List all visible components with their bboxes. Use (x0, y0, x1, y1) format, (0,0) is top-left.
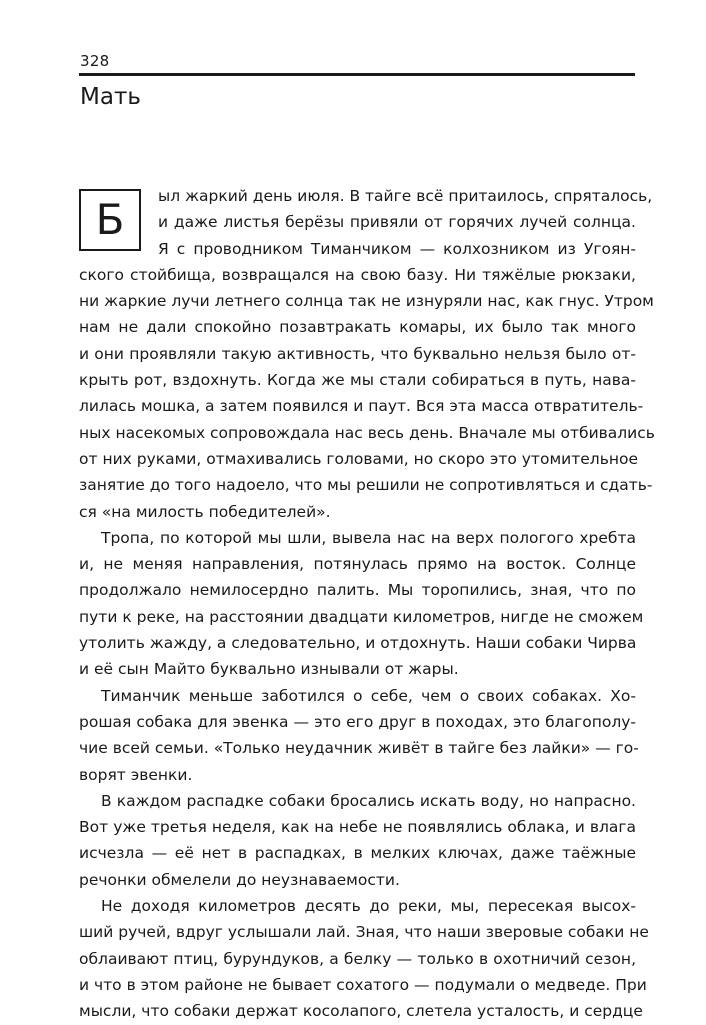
text-line: облаивают птиц, бурундуков, а белку — только в охотничий сезон, (79, 949, 636, 968)
drop-cap: Б (79, 189, 141, 251)
text-line: продолжало немилосердно палить. Мы торопились, зная, что по (79, 581, 636, 600)
text-line: мысли, что собаки держат косолапого, слетела усталость, и сердце (79, 1002, 643, 1021)
text-line: и, не меняя направления, потянулась прямо на восток. Солнце (79, 555, 636, 574)
paragraph (79, 183, 655, 525)
text-line: Тропа, по которой мы шли, вывела нас на верх пологого хребта (101, 528, 636, 547)
text-line: крыть рот, вздохнуть. Когда же мы стали собираться в путь, нава- (79, 371, 636, 390)
text-line: пути к реке, на расстоянии двадцати километров, нигде не сможем (79, 607, 644, 626)
paragraph (79, 788, 636, 893)
text-line: ся «на милость победителей». (79, 502, 331, 521)
text-line: Я с проводником Тиманчиком — колхозником из Угоян- (158, 239, 636, 258)
text-line: утолить жажду, а следовательно, и отдохнуть. Наши собаки Чирва (79, 634, 637, 653)
text-line: занятие до того надоело, что мы решили не сопротивляться и сдать- (79, 476, 653, 495)
text-line: рошая собака для эвенка — это его друг в походах, это благополу- (79, 712, 636, 731)
text-line: Вот уже третья неделя, как на небе не появлялись облака, и влага (79, 818, 636, 837)
paragraph (79, 893, 649, 1024)
text-line: В каждом распадке собаки бросались искать воду, но напрасно. (101, 791, 636, 810)
text-line: ший ручей, вдруг услышали лай. Зная, что наши зверовые собаки не (79, 923, 649, 942)
chapter-body (79, 183, 655, 1025)
text-line: лилась мошка, а затем появился и паут. Вся эта масса отвратитель- (79, 397, 644, 416)
text-line: ыл жаркий день июля. В тайге всё притаилось, спряталось, (158, 187, 653, 205)
chapter-title: Мать (80, 84, 141, 110)
text-line: Не доходя километров десять до реки, мы, пересекая высох- (101, 897, 636, 916)
text-line: ных насекомых сопровождала нас весь день. Вначале мы отбивались (79, 423, 655, 442)
text-line: исчезла — её нет в распадках, в мелких ключах, даже таёжные (79, 844, 636, 863)
text-line: ни жаркие лучи летнего солнца так не изнуряли нас, как гнус. Утром (79, 292, 654, 311)
text-line: и что в этом районе не бывает сохатого — подумали о медведе. При (79, 975, 647, 994)
text-line: нам не дали спокойно позавтракать комары, их было так много (79, 318, 636, 337)
text-line: и её сын Майто буквально изнывали от жары. (79, 660, 459, 679)
page-number: 328 (80, 52, 110, 70)
text-line: ского стойбища, возвращался на свою базу. Ни тяжёлые рюкзаки, (79, 265, 636, 284)
text-line: и даже листья берёзы привяли от горячих лучей солнца. (158, 213, 636, 232)
text-line: речонки обмелели до неузнаваемости. (79, 870, 400, 889)
text-line: Тиманчик меньше заботился о себе, чем о своих собаках. Хо- (101, 686, 636, 705)
paragraph (79, 525, 644, 683)
text-line: от них руками, отмахивались головами, но скоро это утомительное (79, 449, 638, 468)
header-rule (79, 73, 635, 76)
paragraph (79, 683, 639, 788)
text-line: и они проявляли такую активность, что буквально нельзя было от- (79, 344, 636, 363)
text-line: ворят эвенки. (79, 765, 193, 784)
text-line: чие всей семьи. «Только неудачник живёт в тайге без лайки» — го- (79, 739, 639, 758)
